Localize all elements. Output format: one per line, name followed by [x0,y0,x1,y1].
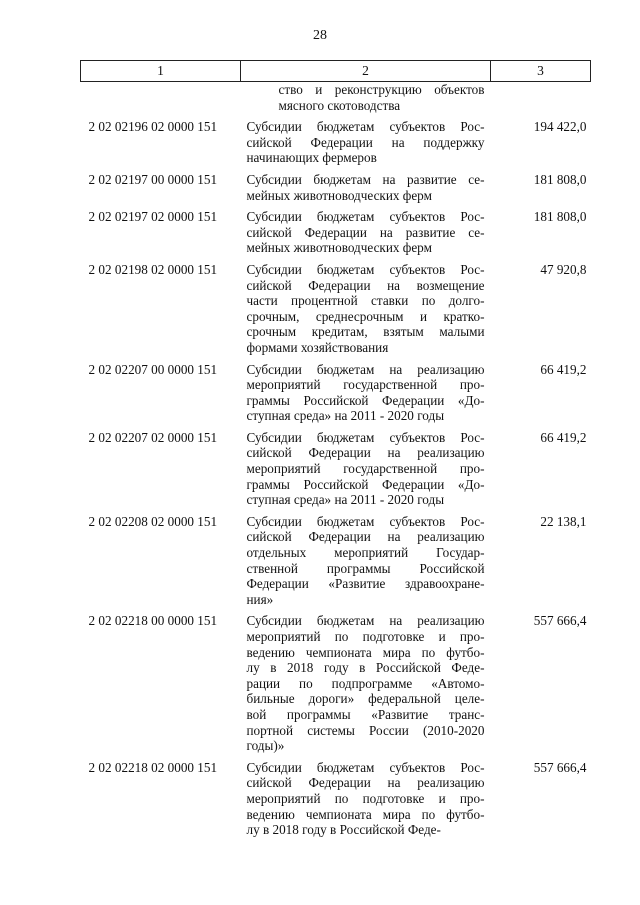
description-line: вой программы «Развитие транс- [246,706,485,722]
continuation-row [81,82,591,120]
cell-amount: 557 666,4 [533,613,587,629]
table-row [81,209,591,262]
cell-code [81,82,241,120]
description-line: ния» [246,591,274,607]
description-line: сийской Федерации на поддержку [246,134,485,150]
column-header-2: 2 [241,61,491,82]
cell-amount: 66 419,2 [540,361,587,377]
cell-amount: 181 808,0 [533,171,587,187]
description-line: отдельных мероприятий Государ- [246,545,485,561]
cell-code: 2 02 02208 02 0000 151 [88,513,218,529]
description-line: мероприятий государственной про- [246,377,485,393]
cell-description [241,82,491,120]
description-line: мясного скотоводства [278,97,401,113]
cell-description [241,514,491,614]
table-row [81,119,591,172]
table-row [81,760,591,844]
table-row [81,514,591,614]
description-line: лу в 2018 году в Российской Феде- [246,822,441,838]
description-line: сийской Федерации на реализацию [246,775,485,791]
cell-description [241,209,491,262]
cell-code: 2 02 02196 02 0000 151 [88,119,218,135]
description-line: Субсидии бюджетам субъектов Рос- [246,429,485,445]
budget-table [80,60,591,844]
description-line: Субсидии бюджетам на реализацию [246,613,485,629]
description-line: граммы Российской Федерации «До- [246,476,485,492]
description-line: ственной программы Российской [246,560,485,576]
description-line: ступная среда» на 2011 - 2020 годы [246,408,445,424]
cell-code: 2 02 02197 02 0000 151 [88,209,218,225]
description-line: мейных животноводческих ферм [246,187,432,203]
cell-description [241,119,491,172]
description-line: лу в 2018 году в Российской Феде- [246,660,485,676]
table-row [81,430,591,514]
description-line: мероприятий по подготовке и про- [246,790,485,806]
column-header-3: 3 [491,61,591,82]
description-line: ство и реконструкцию объектов [278,82,485,97]
description-line: части процентной ставки по долго- [246,293,485,309]
description-line: сийской Федерации на развитие се- [246,224,485,240]
description-line: бильные дороги» федеральной целе- [246,691,485,707]
cell-amount: 181 808,0 [533,209,587,225]
description-line: Субсидии бюджетам субъектов Рос- [246,261,485,277]
description-line: мероприятий государственной про- [246,461,485,477]
cell-amount [491,82,591,120]
table-row [81,362,591,430]
cell-description [241,760,491,844]
description-line: ступная среда» на 2011 - 2020 годы [246,492,445,508]
description-line: сийской Федерации на возмещение [246,277,485,293]
column-header-1: 1 [81,61,241,82]
description-line: Субсидии бюджетам субъектов Рос- [246,119,485,135]
table-row [81,172,591,209]
cell-amount: 66 419,2 [540,429,587,445]
page-number: 28 [313,28,327,43]
description-line: сийской Федерации на реализацию [246,529,485,545]
description-line: срочным, среднесрочным и кратко- [246,308,485,324]
description-line: начинающих фермеров [246,150,377,166]
table-row [81,262,591,362]
cell-code: 2 02 02197 00 0000 151 [88,171,218,187]
description-line: Субсидии бюджетам на развитие се- [246,171,485,187]
cell-amount: 557 666,4 [533,759,587,775]
cell-amount: 47 920,8 [540,261,587,277]
cell-amount: 194 422,0 [533,119,587,135]
table-header-row [81,61,591,82]
description-line: мейных животноводческих ферм [246,240,432,256]
cell-description [241,262,491,362]
cell-code: 2 02 02207 02 0000 151 [88,429,218,445]
description-line: Субсидии бюджетам субъектов Рос- [246,513,485,529]
cell-code: 2 02 02218 02 0000 151 [88,759,218,775]
description-line: сийской Федерации на реализацию [246,445,485,461]
description-line: ведению чемпионата мира по футбо- [246,806,485,822]
cell-code: 2 02 02198 02 0000 151 [88,261,218,277]
cell-description [241,172,491,209]
cell-description [241,362,491,430]
description-line: Субсидии бюджетам субъектов Рос- [246,759,485,775]
table-row [81,613,591,759]
cell-code: 2 02 02207 00 0000 151 [88,361,218,377]
description-line: Субсидии бюджетам субъектов Рос- [246,209,485,225]
description-line: портной системы России (2010-2020 [246,722,485,738]
description-line: рации по подпрограмме «Автомо- [246,675,485,691]
cell-amount: 22 138,1 [540,513,587,529]
description-line: ведению чемпионата мира по футбо- [246,644,485,660]
description-line: формами хозяйствования [246,339,389,355]
description-line: Субсидии бюджетам на реализацию [246,361,485,377]
cell-description [241,613,491,759]
description-line: срочным кредитам, взятым малыми [246,324,485,340]
description-line: Федерации «Развитие здравоохране- [246,576,485,592]
description-line: годы)» [246,738,285,754]
description-line: граммы Российской Федерации «До- [246,392,485,408]
cell-code: 2 02 02218 00 0000 151 [88,613,218,629]
table-body [81,82,591,844]
cell-description [241,430,491,514]
description-line: мероприятий по подготовке и про- [246,629,485,644]
